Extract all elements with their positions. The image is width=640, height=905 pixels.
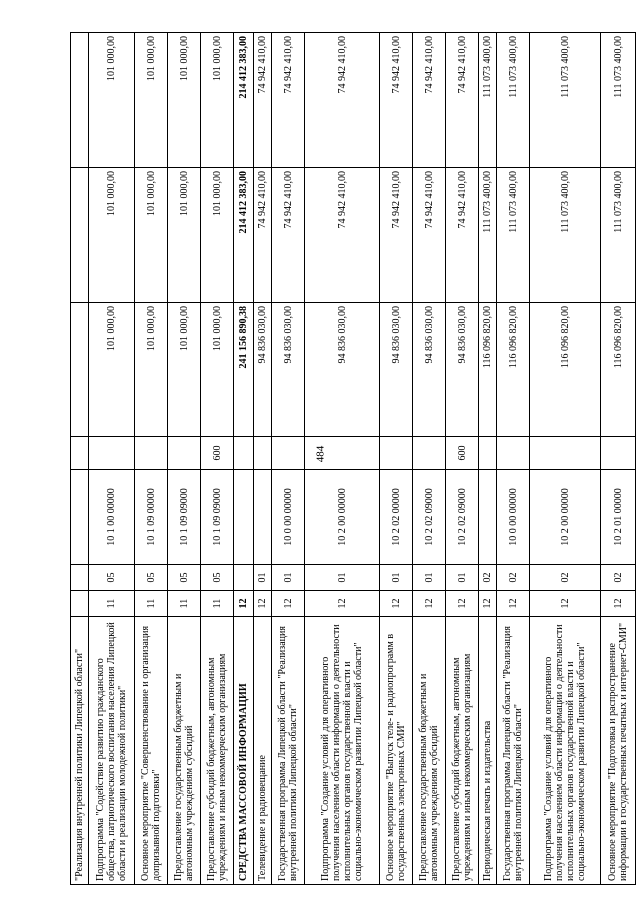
subsection-code-cell: 02 (530, 565, 601, 591)
expense-type-cell: 600 (201, 437, 234, 470)
row-name-cell: Подпрограмма "Содействие развитию гражданского общества, патриотического воспитания населения Липецкой области и реализации молодежной политики" (89, 617, 135, 885)
section-code-cell: 12 (497, 591, 530, 617)
amount-year3-cell: 101 000,00 (135, 33, 168, 168)
amount-year1-cell: 94 836 030,00 (272, 303, 305, 437)
section-code-cell: 12 (254, 591, 272, 617)
row-name-cell: "Реализация внутренней политики Липецкой области" (71, 617, 89, 885)
expense-type-cell (272, 437, 305, 470)
page-number-text: 484 (314, 445, 326, 463)
expense-type-cell (530, 437, 601, 470)
section-code-cell: 12 (446, 591, 479, 617)
section-code-cell: 12 (601, 591, 636, 617)
amount-year1-cell (71, 303, 89, 437)
amount-year3-cell: 74 942 410,00 (272, 33, 305, 168)
subsection-code-cell: 02 (601, 565, 636, 591)
target-article-cell: 10 1 09 09000 (168, 470, 201, 565)
amount-year3-cell: 74 942 410,00 (446, 33, 479, 168)
budget-table-frame (70, 33, 629, 885)
budget-table (70, 32, 636, 885)
amount-year3-cell: 111 073 400,00 (497, 33, 530, 168)
subsection-code-cell: 01 (254, 565, 272, 591)
target-article-cell: 10 2 02 09000 (446, 470, 479, 565)
subsection-code-cell: 05 (89, 565, 135, 591)
amount-year1-cell: 116 096 820,00 (601, 303, 636, 437)
amount-year2-cell: 74 942 410,00 (305, 168, 380, 303)
row-name-cell: Периодическая печать и издательства (479, 617, 497, 885)
amount-year3-cell: 111 073 400,00 (530, 33, 601, 168)
expense-type-cell (479, 437, 497, 470)
subsection-code-cell (71, 565, 89, 591)
row-name-cell: Предоставление государственным бюджетным и автономным учреждениям субсидий (413, 617, 446, 885)
section-code-cell: 12 (380, 591, 413, 617)
expense-type-cell (305, 437, 380, 470)
expense-type-cell (497, 437, 530, 470)
row-name-cell: Государственная программа Липецкой области "Реализация внутренней политики Липецкой области" (497, 617, 530, 885)
amount-year3-cell: 111 073 400,00 (479, 33, 497, 168)
target-article-cell: 10 2 00 00000 (530, 470, 601, 565)
amount-year2-cell (71, 168, 89, 303)
expense-type-cell (380, 437, 413, 470)
target-article-cell: 10 1 09 09000 (201, 470, 234, 565)
table-row (413, 33, 446, 885)
target-article-cell: 10 2 02 00000 (380, 470, 413, 565)
amount-year1-cell: 94 836 030,00 (380, 303, 413, 437)
expense-type-cell (71, 437, 89, 470)
amount-year3-cell: 101 000,00 (201, 33, 234, 168)
amount-year2-cell: 101 000,00 (201, 168, 234, 303)
amount-year1-cell: 116 096 820,00 (530, 303, 601, 437)
row-name-cell: Телевидение и радиовещание (254, 617, 272, 885)
amount-year1-cell: 94 836 030,00 (413, 303, 446, 437)
amount-year2-cell: 111 073 400,00 (530, 168, 601, 303)
amount-year1-cell: 101 000,00 (89, 303, 135, 437)
expense-type-cell (601, 437, 636, 470)
section-code-cell: 12 (530, 591, 601, 617)
expense-type-cell (89, 437, 135, 470)
row-name-cell: Подпрограмма "Создание условий для оперативного получения населением области информации о деятельности исполнительных органов государственной власти и социально-экономическом развитии Липецкой области" (530, 617, 601, 885)
amount-year2-cell: 101 000,00 (168, 168, 201, 303)
row-name-cell: Государственная программа Липецкой области "Реализация внутренней политики Липецкой области" (272, 617, 305, 885)
subsection-code-cell: 05 (168, 565, 201, 591)
amount-year2-cell: 74 942 410,00 (413, 168, 446, 303)
section-code-cell: 12 (234, 591, 254, 617)
target-article-cell: 10 0 00 00000 (497, 470, 530, 565)
subsection-code-cell: 01 (305, 565, 380, 591)
expense-type-cell (234, 437, 254, 470)
expense-type-cell (413, 437, 446, 470)
target-article-cell: 10 2 02 09000 (413, 470, 446, 565)
amount-year3-cell: 74 942 410,00 (413, 33, 446, 168)
amount-year1-cell: 94 836 030,00 (446, 303, 479, 437)
subsection-code-cell: 05 (135, 565, 168, 591)
table-row (305, 33, 380, 885)
section-code-cell: 11 (201, 591, 234, 617)
amount-year3-cell: 111 073 400,00 (601, 33, 636, 168)
table-row (380, 33, 413, 885)
amount-year3-cell: 101 000,00 (168, 33, 201, 168)
amount-year2-cell: 74 942 410,00 (380, 168, 413, 303)
amount-year1-cell: 101 000,00 (168, 303, 201, 437)
expense-type-cell (135, 437, 168, 470)
amount-year1-cell: 116 096 820,00 (497, 303, 530, 437)
table-row (89, 33, 135, 885)
section-code-cell (71, 591, 89, 617)
row-name-cell: Предоставление государственным бюджетным и автономным учреждениям субсидий (168, 617, 201, 885)
amount-year2-cell: 111 073 400,00 (479, 168, 497, 303)
amount-year2-cell: 74 942 410,00 (254, 168, 272, 303)
expense-type-cell (168, 437, 201, 470)
subsection-code-cell: 05 (201, 565, 234, 591)
table-row (601, 33, 636, 885)
amount-year1-cell: 241 156 890,38 (234, 303, 254, 437)
table-row (446, 33, 479, 885)
amount-year3-cell: 74 942 410,00 (305, 33, 380, 168)
amount-year2-cell: 101 000,00 (135, 168, 168, 303)
section-code-cell: 11 (168, 591, 201, 617)
table-row (497, 33, 530, 885)
row-name-cell: Основное мероприятие "Совершенствование и организация допризывной подготовки" (135, 617, 168, 885)
section-code-cell: 12 (479, 591, 497, 617)
rotated-table-wrapper (70, 33, 629, 885)
amount-year2-cell: 74 942 410,00 (446, 168, 479, 303)
table-body (71, 33, 636, 885)
subsection-code-cell: 01 (380, 565, 413, 591)
row-name-cell: Основное мероприятие "Подготовка и распространение информации в государственных печатных и интернет-СМИ" (601, 617, 636, 885)
subsection-code-cell (234, 565, 254, 591)
amount-year1-cell: 116 096 820,00 (479, 303, 497, 437)
table-row (254, 33, 272, 885)
target-article-cell: 10 1 00 00000 (89, 470, 135, 565)
target-article-cell (234, 470, 254, 565)
table-row (135, 33, 168, 885)
amount-year2-cell: 101 000,00 (89, 168, 135, 303)
amount-year1-cell: 94 836 030,00 (305, 303, 380, 437)
row-name-cell: СРЕДСТВА МАССОВОЙ ИНФОРМАЦИИ (234, 617, 254, 885)
row-name-cell: Предоставление субсидий бюджетным, автономным учреждениям и иным некоммерческим организациям (201, 617, 234, 885)
amount-year1-cell: 94 836 030,00 (254, 303, 272, 437)
table-row (479, 33, 497, 885)
amount-year3-cell: 214 412 383,00 (234, 33, 254, 168)
amount-year2-cell: 74 942 410,00 (272, 168, 305, 303)
subsection-code-cell: 01 (413, 565, 446, 591)
amount-year1-cell: 101 000,00 (135, 303, 168, 437)
amount-year3-cell: 74 942 410,00 (254, 33, 272, 168)
expense-type-cell (254, 437, 272, 470)
subsection-code-cell: 02 (497, 565, 530, 591)
section-code-cell: 11 (135, 591, 168, 617)
target-article-cell: 10 0 00 00000 (272, 470, 305, 565)
amount-year2-cell: 111 073 400,00 (497, 168, 530, 303)
target-article-cell: 10 2 00 00000 (305, 470, 380, 565)
row-name-cell: Предоставление субсидий бюджетным, автономным учреждениям и иным некоммерческим организациям (446, 617, 479, 885)
row-name-cell: Подпрограмма "Создание условий для оперативного получения населением области информации о деятельности исполнительных органов государственной власти и социально-экономическом развитии Липецкой области" (305, 617, 380, 885)
table-row (71, 33, 89, 885)
row-name-cell: Основное мероприятие "Выпуск теле- и радиопрограмм в государственных электронных СМИ" (380, 617, 413, 885)
subsection-code-cell: 01 (446, 565, 479, 591)
target-article-cell (71, 470, 89, 565)
amount-year3-cell: 74 942 410,00 (380, 33, 413, 168)
table-row (530, 33, 601, 885)
target-article-cell (254, 470, 272, 565)
target-article-cell: 10 2 01 00000 (601, 470, 636, 565)
section-code-cell: 11 (89, 591, 135, 617)
target-article-cell (479, 470, 497, 565)
amount-year2-cell: 214 412 383,00 (234, 168, 254, 303)
target-article-cell: 10 1 09 00000 (135, 470, 168, 565)
table-row (201, 33, 234, 885)
subsection-code-cell: 02 (479, 565, 497, 591)
table-row (168, 33, 201, 885)
amount-year3-cell: 101 000,00 (89, 33, 135, 168)
table-row (234, 33, 254, 885)
section-code-cell: 12 (413, 591, 446, 617)
section-code-cell: 12 (305, 591, 380, 617)
amount-year1-cell: 101 000,00 (201, 303, 234, 437)
table-row (272, 33, 305, 885)
section-code-cell: 12 (272, 591, 305, 617)
amount-year3-cell (71, 33, 89, 168)
amount-year2-cell: 111 073 400,00 (601, 168, 636, 303)
expense-type-cell: 600 (446, 437, 479, 470)
subsection-code-cell: 01 (272, 565, 305, 591)
